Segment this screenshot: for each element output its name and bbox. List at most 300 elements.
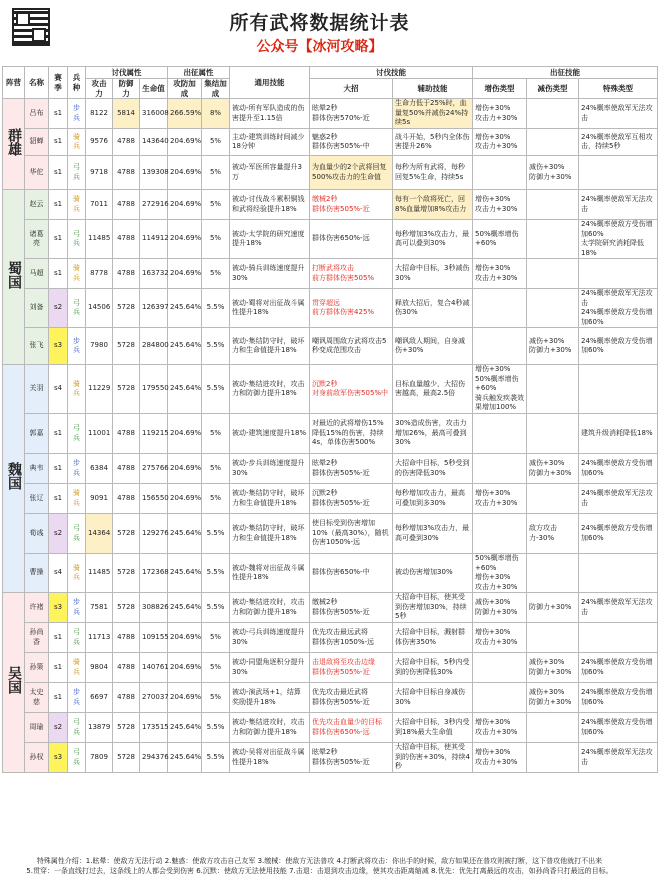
hero-ultimate: 贯穿超远 前方群体伤害425%: [310, 289, 393, 328]
hero-rally-bonus: 5%: [202, 190, 230, 220]
hero-name: 许褚: [25, 593, 49, 623]
hero-atkdef-bonus: 204.69%: [168, 653, 202, 683]
hero-atk: 14364: [86, 514, 113, 554]
table-row: [3, 129, 658, 156]
footer-line-1: 特殊属性介绍：1.眩晕：使敌方无法行动 2.魅惑：使敌方攻击自己友军 3.缴械：使敌方无法普攻 4.打断武将攻击：你出手的时候，敌方如果还在普攻则被打断，这下普攻他就打不出来: [36, 857, 603, 865]
hero-general-skill: 被动-所有军队造成的伤害提升至1.15倍: [230, 99, 310, 129]
col-js: 减伤类型: [527, 79, 579, 99]
hero-atkdef-bonus: 245.64%: [168, 743, 202, 773]
hero-dmg-type: [473, 514, 527, 554]
hero-rally-bonus: 5%: [202, 414, 230, 454]
hero-hp: 284800: [140, 328, 168, 365]
faction-cell: [3, 190, 25, 365]
hero-aux-skill: 大招命中目标，使其受到的伤害+30%，持续4秒: [393, 743, 473, 773]
hero-rally-bonus: 5.5%: [202, 328, 230, 365]
hero-hp: 272916: [140, 190, 168, 220]
faction-label: 群雄: [6, 127, 22, 156]
hero-type: 弓兵: [68, 743, 86, 773]
table-row: [3, 454, 658, 484]
hero-atkdef-bonus: 245.64%: [168, 328, 202, 365]
hero-atkdef-bonus: 204.69%: [168, 454, 202, 484]
hero-special-type: 24%概率使敌方受伤增加60%: [579, 653, 658, 683]
hero-ultimate: 群体伤害650%-中: [310, 554, 393, 593]
hero-hp: 109155: [140, 623, 168, 653]
hero-season: s2: [49, 713, 68, 743]
table-row: [3, 99, 658, 129]
hero-type: 弓兵: [68, 713, 86, 743]
hero-special-type: 24%概率使敌军无法攻击: [579, 593, 658, 623]
hero-def: 5728: [113, 328, 140, 365]
hero-atk: 9091: [86, 484, 113, 514]
hero-type: 骑兵: [68, 190, 86, 220]
hero-def: 4788: [113, 623, 140, 653]
hero-reduce-type: [527, 365, 579, 414]
hero-atkdef-bonus: 204.69%: [168, 129, 202, 156]
hero-type: 弓兵: [68, 623, 86, 653]
hero-type: 骑兵: [68, 554, 86, 593]
hero-atk: 14506: [86, 289, 113, 328]
hero-hp: 316008: [140, 99, 168, 129]
hero-aux-skill: 大招命中目标，3秒内受到18%最大生命值: [393, 713, 473, 743]
hero-rally-bonus: 5.5%: [202, 289, 230, 328]
hero-atk: 11713: [86, 623, 113, 653]
hero-season: s1: [49, 129, 68, 156]
hero-reduce-type: [527, 190, 579, 220]
hero-general-skill: 被动-骑兵训练速度提升30%: [230, 259, 310, 289]
hero-def: 4788: [113, 129, 140, 156]
hero-rally-bonus: 5.5%: [202, 365, 230, 414]
hero-ultimate: 嘲讽周围敌方武将攻击5秒变成范围攻击: [310, 328, 393, 365]
table-row: [3, 190, 658, 220]
hero-season: s1: [49, 156, 68, 190]
col-atk: 攻击力: [86, 79, 113, 99]
hero-general-skill: 被动-演武场+1，结算奖励提升18%: [230, 683, 310, 713]
hero-aux-skill: 大招命中目标，使其受到伤害增加30%，持续5秒: [393, 593, 473, 623]
hero-dmg-type: 增伤+30% 攻击力+30%: [473, 129, 527, 156]
hero-special-type: 24%概率使敌方受伤增加60%: [579, 713, 658, 743]
hero-dmg-type: 增伤+30% 攻击力+30%: [473, 99, 527, 129]
header: [0, 0, 639, 66]
table-row: [3, 365, 658, 414]
hero-general-skill: 被动-建筑速度提升18%: [230, 414, 310, 454]
hero-ultimate: 魅惑2秒 群体伤害505%-中: [310, 129, 393, 156]
faction-cell: [3, 99, 25, 190]
hero-name: 孙权: [25, 743, 49, 773]
hero-general-skill: 被动-魏将对出征战斗属性提升18%: [230, 554, 310, 593]
col-aux: 辅助技能: [393, 79, 473, 99]
hero-type: 骑兵: [68, 129, 86, 156]
hero-name: 诸葛亮: [25, 220, 49, 259]
hero-special-type: 24%概率使敌军无法攻击: [579, 743, 658, 773]
footer-line-2: 5.贯穿：一条直线打过去，这条线上的人都会受到伤害 6.沉默：使敌方无法使用技能 7.击退：击退到攻击边缘，使其攻击距离缩减 8.优先：优先打离最远的攻击，如孙尚香只打最远的目标。: [26, 867, 613, 875]
hero-type: 弓兵: [68, 220, 86, 259]
hero-ultimate: 使目标受到伤害增加10%（最高30%），随机伤害1050%-远: [310, 514, 393, 554]
hero-def: 4788: [113, 414, 140, 454]
hero-reduce-type: [527, 414, 579, 454]
hero-general-skill: 被动-集结进攻时，攻击力和防御力提升18%: [230, 365, 310, 414]
hero-rally-bonus: 5%: [202, 484, 230, 514]
hero-special-type: 24%概率使敌军无法攻击: [579, 99, 658, 129]
hero-reduce-type: [527, 129, 579, 156]
hero-atk: 13879: [86, 713, 113, 743]
hero-atk: 9576: [86, 129, 113, 156]
hero-hp: 126397: [140, 289, 168, 328]
page-title: 所有武将数据统计表: [229, 12, 410, 34]
hero-hp: 172368: [140, 554, 168, 593]
hero-def: 5728: [113, 593, 140, 623]
table-row: [3, 328, 658, 365]
hero-name: 赵云: [25, 190, 49, 220]
hero-general-skill: 被动-步兵训练速度提升30%: [230, 454, 310, 484]
hero-def: 4788: [113, 484, 140, 514]
hero-aux-skill: 30%造成伤害，攻击力增加26%，最高可叠到30%: [393, 414, 473, 454]
hero-hp: 139308: [140, 156, 168, 190]
hero-season: s3: [49, 743, 68, 773]
hero-name: 马超: [25, 259, 49, 289]
table-row: [3, 220, 658, 259]
general-stats-table: [2, 66, 658, 773]
hero-type: 弓兵: [68, 289, 86, 328]
table-row: [3, 713, 658, 743]
group-exp: 出征属性: [168, 67, 230, 79]
hero-name: 关羽: [25, 365, 49, 414]
hero-name: 貂蝉: [25, 129, 49, 156]
hero-aux-skill: 战斗开始，5秒内全体伤害提升26%: [393, 129, 473, 156]
hero-ultimate: 沉默2秒 群体伤害505%-近: [310, 484, 393, 514]
hero-name: 张辽: [25, 484, 49, 514]
hero-reduce-type: [527, 259, 579, 289]
hero-atk: 6697: [86, 683, 113, 713]
group-attr: 讨伐属性: [86, 67, 168, 79]
hero-dmg-type: 50%概率增伤+60% 增伤+30% 攻击力+30%: [473, 554, 527, 593]
hero-season: s2: [49, 289, 68, 328]
hero-rally-bonus: 5.5%: [202, 514, 230, 554]
hero-aux-skill: 每秒为所有武将，每秒回复5%生命，持续5s: [393, 156, 473, 190]
hero-aux-skill: 大招命中目标，5秒受到的伤害降低30%: [393, 454, 473, 484]
hero-season: s1: [49, 683, 68, 713]
hero-general-skill: 被动-弓兵训练速度提升30%: [230, 623, 310, 653]
hero-name: 荀彧: [25, 514, 49, 554]
hero-atk: 11485: [86, 220, 113, 259]
hero-name: 典韦: [25, 454, 49, 484]
hero-atkdef-bonus: 245.64%: [168, 713, 202, 743]
hero-special-type: [579, 623, 658, 653]
hero-ultimate: 沉默2秒 对身前敌军伤害505%中: [310, 365, 393, 414]
hero-type: 步兵: [68, 683, 86, 713]
faction-cell: [3, 593, 25, 773]
hero-special-type: [579, 259, 658, 289]
col-season: 赛季: [49, 67, 68, 99]
hero-type: 弓兵: [68, 514, 86, 554]
hero-special-type: 建筑升级消耗降低18%: [579, 414, 658, 454]
hero-def: 5728: [113, 289, 140, 328]
hero-general-skill: 被动-吴将对出征战斗属性提升18%: [230, 743, 310, 773]
hero-atkdef-bonus: 204.69%: [168, 623, 202, 653]
hero-dmg-type: 增伤+30% 攻击力+30%: [473, 713, 527, 743]
col-hp: 生命值: [140, 79, 168, 99]
col-ad: 攻防加成: [168, 79, 202, 99]
hero-aux-skill: 每秒增加攻击力，最高可叠加到多30%: [393, 484, 473, 514]
hero-ultimate: 眩晕2秒 群体伤害505%-近: [310, 743, 393, 773]
hero-dmg-type: 增伤+30% 攻击力+30%: [473, 743, 527, 773]
hero-ultimate: 对最近的武将增伤15%降低15%的伤害，持续4s，单体伤害500%: [310, 414, 393, 454]
hero-special-type: 24%概率使敌军互相攻击，持续5秒: [579, 129, 658, 156]
hero-season: s1: [49, 190, 68, 220]
hero-rally-bonus: 5%: [202, 623, 230, 653]
hero-atk: 6384: [86, 454, 113, 484]
hero-reduce-type: [527, 99, 579, 129]
hero-special-type: [579, 365, 658, 414]
hero-aux-skill: 生命力低于25%时，血量复50%并减伤24%持续5s: [393, 99, 473, 129]
hero-hp: 308826: [140, 593, 168, 623]
hero-special-type: [579, 156, 658, 190]
table-row: [3, 554, 658, 593]
hero-reduce-type: [527, 220, 579, 259]
hero-special-type: 24%概率使敌方受伤增加60%: [579, 454, 658, 484]
hero-type: 骑兵: [68, 365, 86, 414]
hero-season: s1: [49, 414, 68, 454]
hero-name: 曹操: [25, 554, 49, 593]
hero-type: 骑兵: [68, 484, 86, 514]
hero-atk: 11229: [86, 365, 113, 414]
table-row: [3, 514, 658, 554]
hero-def: 4788: [113, 156, 140, 190]
hero-hp: 173515: [140, 713, 168, 743]
hero-type: 弓兵: [68, 414, 86, 454]
page-subtitle: 公众号【冰河攻略】: [256, 39, 383, 55]
hero-type: 步兵: [68, 328, 86, 365]
hero-atk: 11485: [86, 554, 113, 593]
hero-atkdef-bonus: 204.69%: [168, 220, 202, 259]
hero-def: 5728: [113, 514, 140, 554]
hero-name: 孙尚香: [25, 623, 49, 653]
hero-rally-bonus: 5%: [202, 259, 230, 289]
faction-label: 吴国: [6, 666, 22, 694]
hero-name: 孙策: [25, 653, 49, 683]
hero-dmg-type: [473, 454, 527, 484]
hero-general-skill: 被动-讨伐战斗累积铜钱和武将经验提升18%: [230, 190, 310, 220]
hero-reduce-type: 减伤+30% 防御力+30%: [527, 454, 579, 484]
table-row: [3, 683, 658, 713]
hero-special-type: 24%概率使敌方受伤增加60%: [579, 683, 658, 713]
hero-reduce-type: 减伤+30% 防御力+30%: [527, 683, 579, 713]
hero-season: s1: [49, 259, 68, 289]
table-row: [3, 653, 658, 683]
col-zs: 增伤类型: [473, 79, 527, 99]
hero-season: s1: [49, 220, 68, 259]
hero-general-skill: 被动-集结防守时，破坏力和生命值提升18%: [230, 328, 310, 365]
hero-ultimate: 为血量少的2个武将回复500%攻击力的生命值: [310, 156, 393, 190]
hero-reduce-type: [527, 289, 579, 328]
faction-label: 蜀国: [6, 260, 22, 289]
hero-aux-skill: 大招命中目标，5秒内受到的伤害降低30%: [393, 653, 473, 683]
hero-atkdef-bonus: 245.64%: [168, 365, 202, 414]
hero-ultimate: 眩晕2秒 群体伤害570%-近: [310, 99, 393, 129]
hero-rally-bonus: 5.5%: [202, 554, 230, 593]
hero-reduce-type: 防御力+30%: [527, 593, 579, 623]
hero-type: 步兵: [68, 454, 86, 484]
hero-aux-skill: 嘲讽敌人期间，自身减伤+30%: [393, 328, 473, 365]
hero-atkdef-bonus: 245.64%: [168, 514, 202, 554]
hero-rally-bonus: 5%: [202, 454, 230, 484]
hero-def: 5814: [113, 99, 140, 129]
hero-dmg-type: [473, 653, 527, 683]
hero-ultimate: 优先攻击血量少的目标 群体伤害650%-远: [310, 713, 393, 743]
table-body: [3, 99, 658, 773]
hero-atk: 9804: [86, 653, 113, 683]
hero-def: 4788: [113, 683, 140, 713]
hero-special-type: 24%概率使敌军无法攻击: [579, 190, 658, 220]
hero-atk: 9718: [86, 156, 113, 190]
hero-rally-bonus: 5%: [202, 683, 230, 713]
hero-name: 华佗: [25, 156, 49, 190]
hero-special-type: [579, 554, 658, 593]
hero-reduce-type: [527, 743, 579, 773]
hero-name: 周瑜: [25, 713, 49, 743]
hero-def: 5728: [113, 365, 140, 414]
hero-atkdef-bonus: 245.64%: [168, 289, 202, 328]
table-row: [3, 484, 658, 514]
hero-general-skill: 被动-集结防守时，破坏力和生命值提升18%: [230, 484, 310, 514]
hero-hp: 119215: [140, 414, 168, 454]
hero-atkdef-bonus: 245.64%: [168, 593, 202, 623]
hero-def: 4788: [113, 653, 140, 683]
hero-dmg-type: [473, 289, 527, 328]
hero-season: s1: [49, 623, 68, 653]
hero-dmg-type: [473, 328, 527, 365]
hero-reduce-type: [527, 623, 579, 653]
hero-atk: 7980: [86, 328, 113, 365]
hero-hp: 143640: [140, 129, 168, 156]
hero-reduce-type: 减伤+30% 防御力+30%: [527, 653, 579, 683]
hero-atk: 7011: [86, 190, 113, 220]
hero-dmg-type: [473, 414, 527, 454]
hero-atk: 7581: [86, 593, 113, 623]
hero-reduce-type: 减伤+30% 防御力+30%: [527, 156, 579, 190]
hero-atk: 11001: [86, 414, 113, 454]
col-name: 名称: [25, 67, 49, 99]
hero-dmg-type: 增伤+30% 攻击力+30%: [473, 484, 527, 514]
hero-special-type: 24%概率使敌方受伤增加60% 太学院研究消耗降低18%: [579, 220, 658, 259]
hero-general-skill: 被动-太学院的研究速度提升18%: [230, 220, 310, 259]
col-ts: 特殊类型: [579, 79, 658, 99]
hero-general-skill: 被动-同盟角逐积分提升30%: [230, 653, 310, 683]
hero-aux-skill: 目标血量越少，大招伤害越高，最高2.5倍: [393, 365, 473, 414]
hero-dmg-type: 增伤+30% 50%概率增伤+60% 骑兵触发疾袭效果增加100%: [473, 365, 527, 414]
hero-aux-skill: 被动伤害增加30%: [393, 554, 473, 593]
hero-rally-bonus: 5.5%: [202, 593, 230, 623]
hero-def: 4788: [113, 190, 140, 220]
col-faction: 阵营: [3, 67, 25, 99]
hero-atkdef-bonus: 245.64%: [168, 554, 202, 593]
hero-type: 骑兵: [68, 653, 86, 683]
hero-atkdef-bonus: 204.69%: [168, 259, 202, 289]
table-row: [3, 259, 658, 289]
hero-reduce-type: [527, 554, 579, 593]
hero-general-skill: 主动-建筑训练时间减少18分钟: [230, 129, 310, 156]
hero-reduce-type: [527, 484, 579, 514]
hero-dmg-type: 减伤+30% 防御力+30%: [473, 593, 527, 623]
hero-hp: 129276: [140, 514, 168, 554]
hero-ultimate: 眩晕2秒 群体伤害505%-近: [310, 454, 393, 484]
hero-def: 5728: [113, 554, 140, 593]
hero-type: 骑兵: [68, 259, 86, 289]
hero-dmg-type: [473, 683, 527, 713]
hero-name: 太史慈: [25, 683, 49, 713]
hero-season: s4: [49, 554, 68, 593]
hero-aux-skill: 大招命中目标，3秒减伤30%: [393, 259, 473, 289]
hero-season: s3: [49, 328, 68, 365]
col-type: 兵种: [68, 67, 86, 99]
hero-rally-bonus: 5%: [202, 220, 230, 259]
hero-general-skill: 被动-集结进攻时，攻击力和防御力提升18%: [230, 593, 310, 623]
hero-ultimate: 打断武将攻击 前方群体伤害505%: [310, 259, 393, 289]
hero-hp: 163732: [140, 259, 168, 289]
hero-dmg-type: 增伤+30% 攻击力+30%: [473, 190, 527, 220]
hero-general-skill: 被动-军医所容量提升3万: [230, 156, 310, 190]
hero-general-skill: 被动-集结进攻时，攻击力和防御力提升18%: [230, 713, 310, 743]
hero-atk: 8778: [86, 259, 113, 289]
hero-type: 步兵: [68, 99, 86, 129]
hero-rally-bonus: 5%: [202, 653, 230, 683]
hero-dmg-type: [473, 156, 527, 190]
hero-atkdef-bonus: 266.59%: [168, 99, 202, 129]
hero-dmg-type: 增伤+30% 攻击力+30%: [473, 259, 527, 289]
hero-aux-skill: 大招命中目标自身减伤30%: [393, 683, 473, 713]
hero-hp: 140761: [140, 653, 168, 683]
hero-general-skill: 被动-蜀将对出征战斗属性提升18%: [230, 289, 310, 328]
hero-hp: 156550: [140, 484, 168, 514]
hero-reduce-type: [527, 713, 579, 743]
table-row: [3, 156, 658, 190]
hero-def: 4788: [113, 454, 140, 484]
hero-rally-bonus: 5.5%: [202, 743, 230, 773]
hero-general-skill: 被动-集结防守时，破坏力和生命值提升18%: [230, 514, 310, 554]
hero-special-type: 24%概率使敌方受伤增加60%: [579, 514, 658, 554]
hero-atk: 7809: [86, 743, 113, 773]
hero-season: s3: [49, 593, 68, 623]
hero-atkdef-bonus: 204.69%: [168, 414, 202, 454]
hero-hp: 179550: [140, 365, 168, 414]
hero-season: s1: [49, 454, 68, 484]
hero-dmg-type: 50%概率增伤+60%: [473, 220, 527, 259]
hero-name: 郭嘉: [25, 414, 49, 454]
hero-rally-bonus: 5%: [202, 156, 230, 190]
hero-rally-bonus: 5%: [202, 129, 230, 156]
hero-season: s1: [49, 653, 68, 683]
footer-notes: [0, 856, 639, 887]
group-tf: 讨伐技能: [310, 67, 473, 79]
hero-def: 5728: [113, 743, 140, 773]
hero-aux-skill: 大招命中目标，溅射群体伤害350%: [393, 623, 473, 653]
hero-name: 张飞: [25, 328, 49, 365]
hero-atkdef-bonus: 204.69%: [168, 190, 202, 220]
faction-label: 魏国: [6, 462, 22, 490]
hero-name: 刘备: [25, 289, 49, 328]
table-row: [3, 593, 658, 623]
hero-rally-bonus: 8%: [202, 99, 230, 129]
hero-reduce-type: 减伤+30% 防御力+30%: [527, 328, 579, 365]
hero-ultimate: 缴械2秒 群体伤害505%-近: [310, 593, 393, 623]
group-cz: 出征技能: [473, 67, 658, 79]
hero-hp: 114912: [140, 220, 168, 259]
table-row: [3, 414, 658, 454]
hero-atkdef-bonus: 204.69%: [168, 156, 202, 190]
hero-hp: 270037: [140, 683, 168, 713]
hero-season: s4: [49, 365, 68, 414]
hero-atk: 8122: [86, 99, 113, 129]
hero-hp: 275766: [140, 454, 168, 484]
